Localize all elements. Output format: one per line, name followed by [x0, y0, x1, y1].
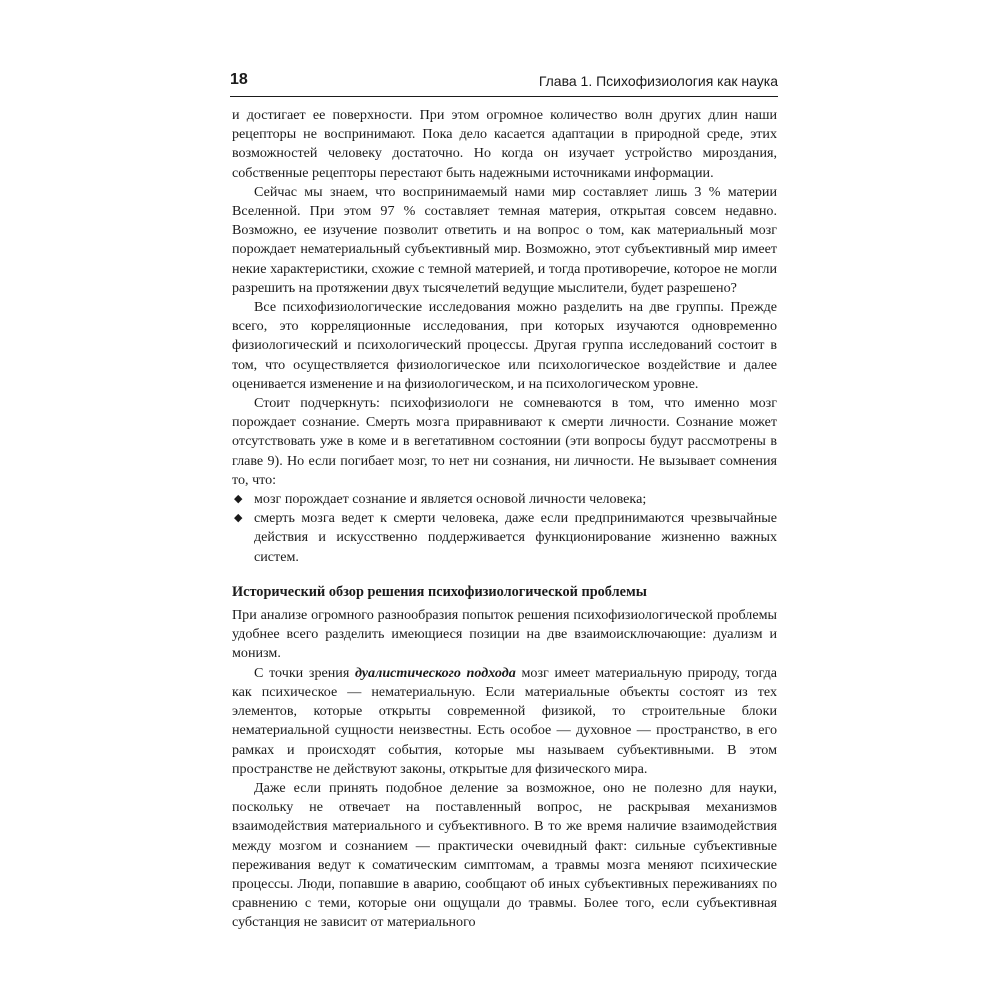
- diamond-bullet-icon: ◆: [234, 512, 243, 525]
- paragraph-brain-consciousness: Стоит подчеркнуть: психофизиологи не сомневаются в том, что именно мозг порождает сознание. Смерть мозга приравнивают к смерти личности. Сознание может отсутствовать уже в коме и в вегетативном состоянии (эти вопросы будут рассмотрены в главе 9). Но если погибает мозг, то нет ни сознания, ни личности. Не вызывает сомнения то, что:: [232, 395, 777, 488]
- paragraph-dualistic-approach: [232, 664, 777, 779]
- bullet-item-1: [232, 490, 777, 509]
- paragraph-interaction: Даже если принять подобное деление за возможное, оно не полезно для науки, поскольку не отвечает на поставленный вопрос, не раскрывая механизмов взаимодействия материального и субъективного. В то же время наличие взаимодействия между мозгом и сознанием — практически очевидный факт: сильные субъективные переживания ведут к соматическим симптомам, а травмы мозга меняют психические процессы. Люди, попавшие в аварию, сообщают об иных субъективных переживаниях по сравнению с теми, которые они ощущали до травмы. Более того, если субъективная субстанция не зависит от материального: [232, 779, 777, 931]
- section-heading: Исторический обзор решения психофизиологической проблемы: [232, 583, 647, 600]
- emphasized-term: дуалистического подхода: [355, 664, 516, 681]
- paragraph-dualism-monism: При анализе огромного разнообразия попыток решения психофизиологической проблемы удобнее всего разделить имеющиеся позиции на две взаимоисключающие: дуализм и монизм.: [232, 607, 777, 662]
- page-number: 18: [230, 71, 248, 88]
- dualistic-text-start: С точки зрения: [254, 664, 355, 681]
- bullet-text-1: мозг порождает сознание и является основой личности человека;: [254, 491, 647, 508]
- running-head: [230, 70, 778, 94]
- bullet-text-2: смерть мозга ведет к смерти человека, даже если предпринимаются чрезвычайные действия и искусственно поддерживается функционирование жизненно важных систем.: [254, 510, 777, 565]
- paragraph-continuation: и достигает ее поверхности. При этом огромное количество волн других длин наши рецепторы не воспринимают. Пока дело касается адаптации в природной среде, этих возможностей человеку достаточно. Но когда он изучает устройство мироздания, собственные рецепторы перестают быть надежными источниками информации.: [232, 107, 777, 181]
- bullet-list: [232, 490, 777, 567]
- paragraph-research-groups: Все психофизиологические исследования можно разделить на две группы. Прежде всего, это корреляционные исследования, при которых изучаются одновременно физиологический и психологический процессы. Другая группа исследований состоит в том, что осуществляется физиологическое или психологическое воздействие и далее оценивается изменение и на физиологическом, и на психологическом уровне.: [232, 299, 777, 392]
- paragraph-dark-matter: Сейчас мы знаем, что воспринимаемый нами мир составляет лишь 3 % материи Вселенной. При этом 97 % составляет темная материя, открытая совсем недавно. Возможно, ее изучение позволит ответить и на вопрос о том, как материальный мозг порождает нематериальный субъективный мир. Возможно, этот субъективный мир имеет некие характеристики, схожие с темной материей, и тогда противоречие, которое не могли разрешить на протяжении двух тысячелетий ведущие мыслители, будет разрешено?: [232, 183, 777, 296]
- bullet-item-2: [232, 509, 777, 567]
- text-column: [232, 106, 777, 933]
- chapter-title: Глава 1. Психофизиология как наука: [538, 73, 778, 89]
- diamond-bullet-icon: ◆: [234, 493, 243, 506]
- header-rule: [230, 96, 778, 97]
- dualistic-text-end: мозг имеет материальную природу, тогда как психическое — нематериальную. Если материальные объекты состоят из тех элементов, которые открыты современной физикой, то строительные блоки нематериальной сущности неизвестны. Есть особое — духовное — пространство, в его рамках и происходят события, которые мы называем субъективными. В этом пространстве не действуют законы, открытые для физического мира.: [232, 664, 777, 777]
